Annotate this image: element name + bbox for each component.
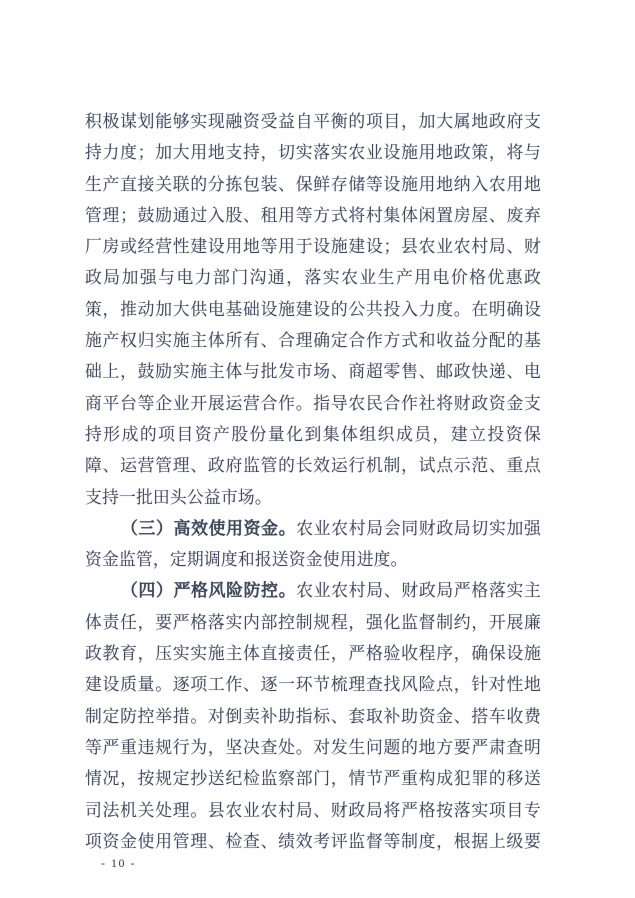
text-line: 持力度；加大用地支持，切实落实农业设施用地政策，将与 — [85, 143, 541, 163]
text-line: 资金监管，定期调度和报送资金使用进度。 — [85, 550, 408, 570]
text-line: 政局加强与电力部门沟通，落实农业生产用电价格优惠政 — [85, 268, 541, 288]
text-line: 司法机关处理。县农业农村局、财政局将严格按落实项目专 — [85, 800, 541, 820]
document-text — [85, 106, 541, 857]
text-line: 持形成的项目资产股份量化到集体组织成员，建立投资保 — [85, 424, 541, 444]
text-line: 障、运营管理、政府监管的长效运行机制，试点示范、重点 — [85, 456, 541, 476]
text-line: 情况，按规定抄送纪检监察部门，情节严重构成犯罪的移送 — [85, 769, 541, 789]
text-line: 商平台等企业开展运营合作。指导农民合作社将财政资金支 — [85, 393, 541, 413]
text-line: 管理；鼓励通过入股、租用等方式将村集体闲置房屋、废弃 — [85, 205, 541, 225]
text-line: 厂房或经营性建设用地等用于设施建设；县农业农村局、财 — [85, 237, 541, 257]
text-line: 策，推动加大供电基础设施建设的公共投入力度。在明确设 — [85, 299, 541, 319]
text-line: 础上，鼓励实施主体与批发市场、商超零售、邮政快递、电 — [85, 362, 541, 382]
text-line: 施产权归实施主体所有、合理确定合作方式和收益分配的基 — [85, 331, 541, 351]
text-line: 制定防控举措。对倒卖补助指标、套取补助资金、搭车收费 — [85, 706, 541, 726]
section-heading: （四）严格风险防控。 — [121, 581, 297, 601]
text-line: 建设质量。逐项工作、逐一环节梳理查找风险点，针对性地 — [85, 675, 541, 695]
text-line: （四）严格风险防控。农业农村局、财政局严格落实主 — [121, 581, 541, 601]
continuation-paragraph — [85, 106, 541, 513]
text-line: 政教育，压实实施主体直接责任，严格验收程序，确保设施 — [85, 644, 541, 664]
text-line: 积极谋划能够实现融资受益自平衡的项目，加大属地政府支 — [85, 112, 541, 131]
section-heading: （三）高效使用资金。 — [121, 518, 297, 538]
page-number: - 10 - — [101, 856, 136, 870]
text-line: 项资金使用管理、检查、绩效考评监督等制度，根据上级要 — [85, 831, 541, 851]
text-line: 等严重违规行为，坚决查处。对发生问题的地方要严肃查明 — [85, 737, 541, 757]
section-4-paragraph — [85, 575, 541, 857]
text-line: 生产直接关联的分拣包装、保鲜存储等设施用地纳入农用地 — [85, 174, 541, 194]
text-line: （三）高效使用资金。农业农村局会同财政局切实加强 — [121, 518, 541, 538]
text-line: 支持一批田头公益市场。 — [85, 487, 272, 507]
text-line: 体责任，要严格落实内部控制规程，强化监督制约，开展廉 — [85, 612, 541, 632]
section-3-paragraph — [85, 513, 541, 576]
